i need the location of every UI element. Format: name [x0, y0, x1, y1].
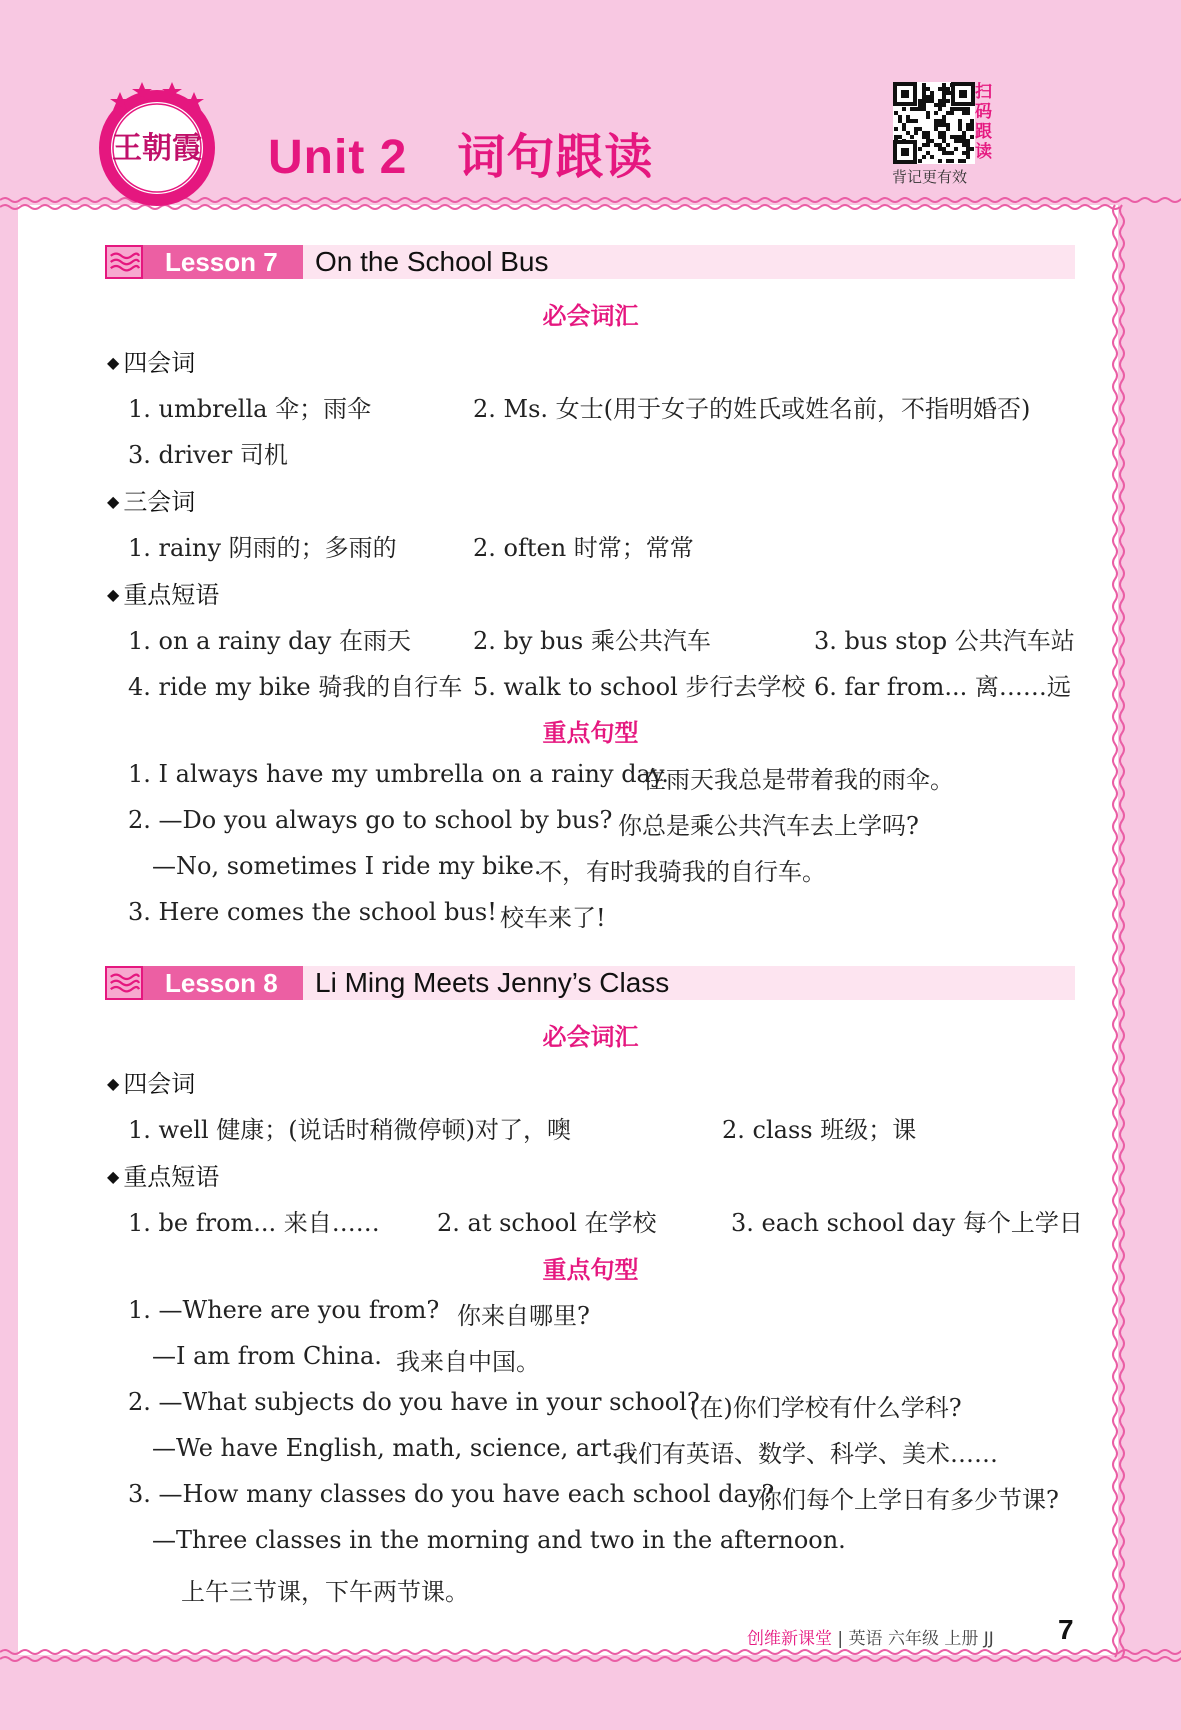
unit-label: Unit 2 [268, 131, 408, 184]
vocab-heading: 必会词汇 [542, 1023, 639, 1051]
sentence-cn: 你来自哪里? [457, 1302, 590, 1330]
sentence-en: 1. I always have my umbrella on a rainy day. [128, 760, 669, 788]
footer-brand: 创维新课堂 [747, 1629, 832, 1649]
vocab-item: 1. umbrella 伞；雨伞 [128, 395, 372, 423]
lesson-name: On the School Bus [315, 246, 549, 277]
logo-text: 王朝霞 [112, 131, 202, 166]
sentence-en: —Three classes in the morning and two in the afternoon. [152, 1526, 846, 1554]
wave-lines-icon [105, 966, 143, 1000]
page-number: 7 [1058, 1614, 1074, 1645]
vocab-item: 3. driver 司机 [128, 441, 288, 469]
sentence-en: 2. —Do you always go to school by bus? [128, 806, 613, 834]
category-label: 重点短语 [123, 581, 220, 609]
footer-info: 英语 六年级 上册 JJ [848, 1629, 994, 1649]
category-label: 重点短语 [123, 1163, 220, 1191]
sentence-cn: 我们有英语、数学、科学、美术…… [614, 1440, 998, 1468]
sentence-heading: 重点句型 [542, 719, 639, 747]
phrase-item: 1. be from... 来自…… [128, 1209, 380, 1237]
lesson-8-header [105, 966, 1075, 1000]
phrase-item: 2. by bus 乘公共汽车 [473, 627, 711, 655]
vocab-item: 2. class 班级；课 [722, 1116, 917, 1144]
sentence-en: —No, sometimes I ride my bike. [152, 852, 542, 880]
category-label: 三会词 [123, 488, 196, 516]
phrase-item: 4. ride my bike 骑我的自行车 [128, 673, 463, 701]
lesson-name: Li Ming Meets Jenny’s Class [315, 967, 670, 998]
sentence-en: —I am from China. [152, 1342, 382, 1370]
vocab-item: 1. rainy 阴雨的；多雨的 [128, 534, 397, 562]
sentence-cn: 在雨天我总是带着我的雨伞。 [642, 766, 954, 794]
category-heading: ◆ 三会词 [107, 488, 196, 516]
sentence-cn: 上午三节课，下午两节课。 [181, 1578, 469, 1606]
sentence-en: 2. —What subjects do you have in your school? [128, 1388, 700, 1416]
wave-lines-icon [105, 245, 143, 279]
category-label: 四会词 [123, 1070, 196, 1098]
sentence-cn: (在)你们学校有什么学科? [690, 1394, 962, 1422]
category-heading: ◆ 重点短语 [107, 1163, 220, 1191]
category-label: 四会词 [123, 349, 196, 377]
phrase-item: 2. at school 在学校 [437, 1209, 657, 1237]
sentence-en: —We have English, math, science, art... [152, 1434, 635, 1462]
phrase-item: 3. each school day 每个上学日 [731, 1209, 1083, 1237]
sentence-en: 3. Here comes the school bus! [128, 898, 497, 926]
unit-name: 词句跟读 [457, 131, 654, 184]
qr-code-icon[interactable] [893, 82, 975, 164]
phrase-item: 6. far from... 离……远 [814, 673, 1071, 701]
vocab-item: 1. well 健康；(说话时稍微停顿)对了，噢 [128, 1116, 571, 1144]
vocab-item: 2. often 时常；常常 [473, 534, 694, 562]
scan-label: 扫码跟读 [975, 82, 992, 162]
sentence-en: 3. —How many classes do you have each school day? [128, 1480, 775, 1508]
lesson-tag: Lesson 7 [143, 245, 303, 279]
sentence-cn: 你总是乘公共汽车去上学吗? [618, 812, 919, 840]
vocab-item: 2. Ms. 女士(用于女子的姓氏或姓名前，不指明婚否) [473, 395, 1031, 423]
category-heading: ◆ 四会词 [107, 349, 196, 377]
brand-logo [92, 80, 222, 210]
scan-caption: 背记更有效 [892, 168, 968, 186]
vocab-heading: 必会词汇 [542, 302, 639, 330]
sentence-cn: 你们每个上学日有多少节课? [758, 1486, 1059, 1514]
footer: 创维新课堂 | 英语 六年级 上册 JJ [747, 1629, 994, 1649]
phrase-item: 5. walk to school 步行去学校 [473, 673, 806, 701]
lesson-tag: Lesson 8 [143, 966, 303, 1000]
sentence-heading: 重点句型 [542, 1256, 639, 1284]
sentence-cn: 不，有时我骑我的自行车。 [538, 858, 826, 886]
category-heading: ◆ 四会词 [107, 1070, 196, 1098]
sentence-cn: 校车来了! [500, 904, 606, 932]
lesson-7-header [105, 245, 1075, 279]
phrase-item: 3. bus stop 公共汽车站 [814, 627, 1075, 655]
sentence-cn: 我来自中国。 [396, 1348, 540, 1376]
phrase-item: 1. on a rainy day 在雨天 [128, 627, 411, 655]
sentence-en: 1. —Where are you from? [128, 1296, 440, 1324]
unit-title [268, 118, 653, 187]
category-heading: ◆ 重点短语 [107, 581, 220, 609]
